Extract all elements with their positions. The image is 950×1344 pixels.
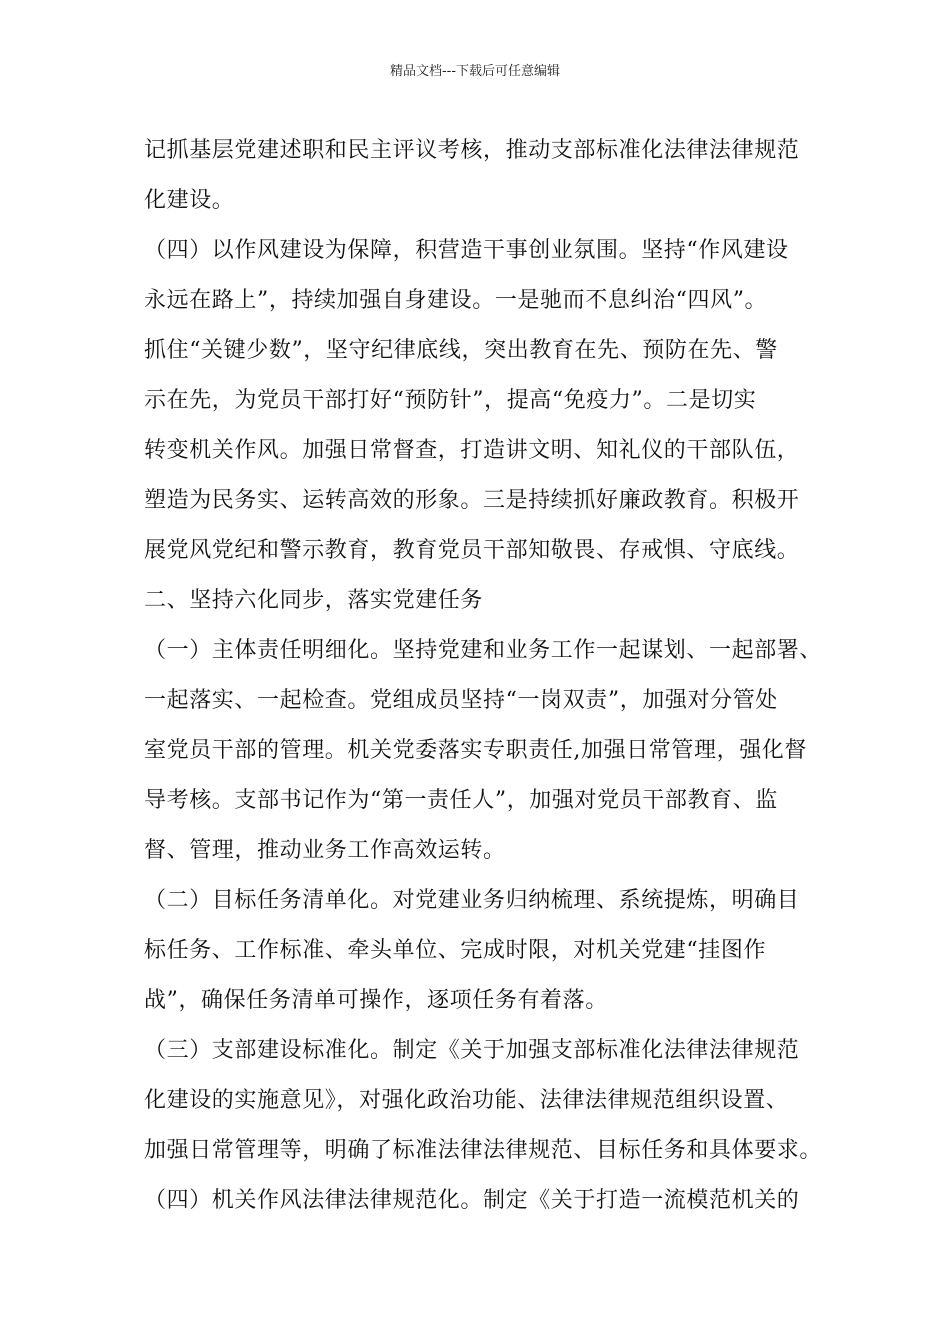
text-line: 记抓基层党建述职和民主评议考核，推动支部标准化法律法律规范 [144, 138, 800, 163]
text-line: 塑造为民务实、运转高效的形象。三是持续抓好廉政教育。积极开 [144, 488, 800, 513]
text-line: （二）目标任务清单化。对党建业务归纳梳理、系统提炼，明确目 [144, 888, 800, 913]
text-line: 转变机关作风。加强日常督查，打造讲文明、知礼仪的干部队伍， [144, 438, 800, 463]
document-body [144, 126, 824, 1226]
text-line: 永远在路上”，持续加强自身建设。一是驰而不息纠治“四风”。 [144, 288, 768, 313]
page-header: 精品文档---下载后可任意编辑 [389, 64, 561, 79]
text-line: 战”，确保任务清单可操作，逐项任务有着落。 [144, 988, 608, 1013]
text-line: （一）主体责任明细化。坚持党建和业务工作一起谋划、一起部署、 [144, 638, 823, 663]
text-line: 标任务、工作标准、牵头单位、完成时限，对机关党建“挂图作 [144, 938, 767, 963]
text-line: 一起落实、一起检查。党组成员坚持“一岗双责”，加强对分管处 [144, 688, 778, 713]
text-line: （四）机关作风法律法律规范化。制定《关于打造一流模范机关的 [144, 1188, 800, 1213]
text-line: （三）支部建设标准化。制定《关于加强支部标准化法律法律规范 [144, 1038, 800, 1063]
text-line: 展党风党纪和警示教育，教育党员干部知敬畏、存戒惧、守底线。 [144, 538, 800, 563]
text-line: 化建设的实施意见》，对强化政治功能、法律法律规范组织设置、 [144, 1088, 789, 1113]
text-line: 导考核。支部书记作为“第一责任人”，加强对党员干部教育、监 [144, 788, 778, 813]
text-line: （四）以作风建设为保障，积营造干事创业氛围。坚持“作风建设 [144, 238, 789, 263]
text-line: 督、管理，推动业务工作高效运转。 [144, 838, 506, 863]
text-line: 室党员干部的管理。机关党委落实专职责任,加强日常管理，强化督 [144, 738, 807, 763]
section-heading: 二、坚持六化同步，落实党建任务 [144, 588, 484, 613]
text-line: 抓住“关键少数”，坚守纪律底线，突出教育在先、预防在先、警 [144, 338, 778, 363]
text-line: 示在先，为党员干部打好“预防针”，提高“免疫力”。二是切实 [144, 388, 757, 413]
text-line: 化建设。 [144, 188, 235, 213]
text-line: 加强日常管理等，明确了标准法律法律规范、目标任务和具体要求。 [144, 1138, 823, 1163]
